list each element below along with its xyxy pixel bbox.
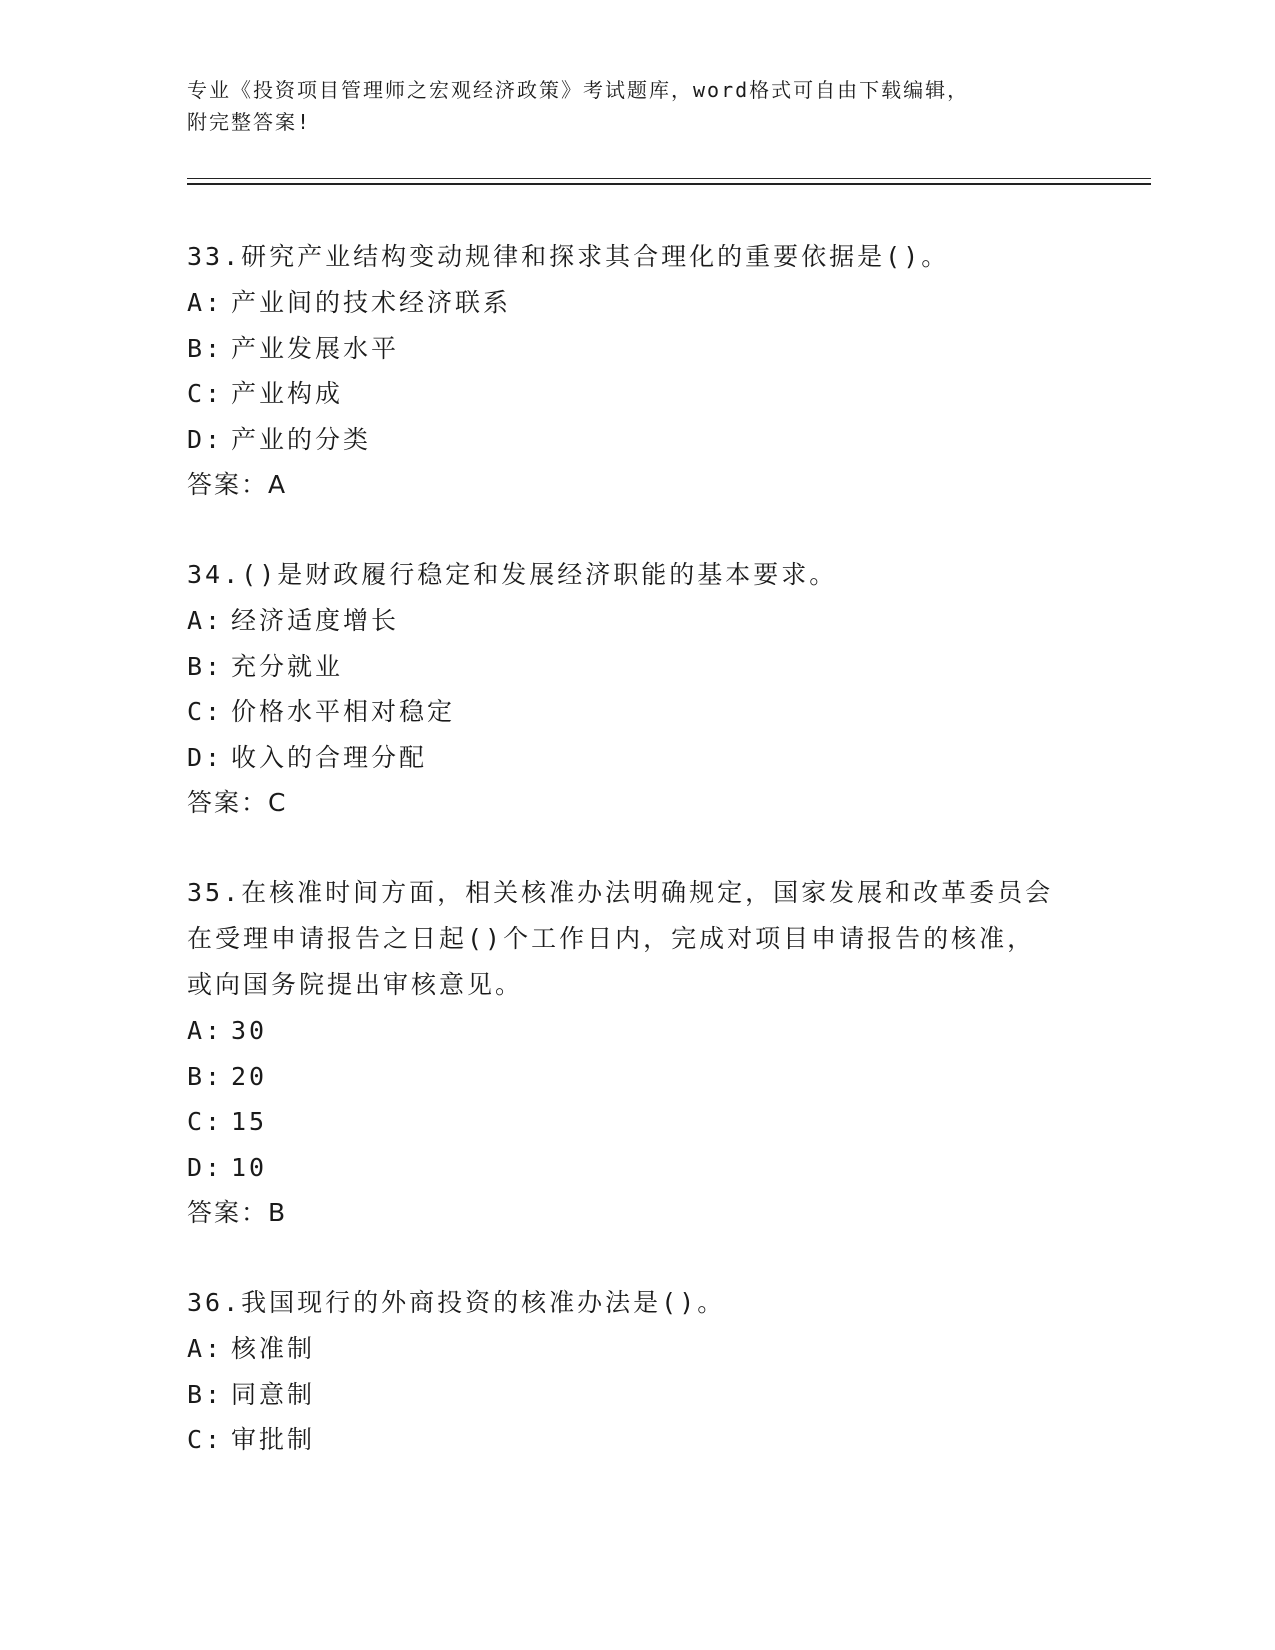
option-label: A:: [187, 606, 224, 635]
option-a: [187, 1326, 1087, 1372]
option-a: [187, 280, 1087, 326]
question-33: [187, 234, 1087, 508]
option-d: [187, 1145, 1087, 1191]
option-text: 产业间的技术经济联系: [231, 288, 512, 317]
answer-line: 答案：C: [187, 788, 288, 817]
question-stem-line-1: 35.在核准时间方面，相关核准办法明确规定，国家发展和改革委员会: [187, 878, 1054, 907]
option-b: [187, 644, 1087, 690]
option-label: B:: [187, 1061, 224, 1091]
option-b: [187, 326, 1087, 372]
option-text: 产业的分类: [231, 424, 372, 454]
option-c: [187, 371, 1087, 417]
option-b: [187, 1054, 1087, 1100]
option-text: 15: [231, 1107, 268, 1136]
header-line-1: 专业《投资项目管理师之宏观经济政策》考试题库，word格式可自由下载编辑，: [187, 78, 970, 102]
question-stem-line-2: 在受理申请报告之日起()个工作日内，完成对项目申请报告的核准，: [187, 924, 1036, 953]
option-text: 审批制: [231, 1425, 316, 1454]
option-text: 10: [231, 1152, 268, 1182]
option-text: 收入的合理分配: [231, 742, 428, 772]
question-stem: 34.()是财政履行稳定和发展经济职能的基本要求。: [187, 560, 838, 589]
option-text: 产业发展水平: [231, 333, 400, 363]
option-a: [187, 1008, 1087, 1054]
option-c: [187, 689, 1087, 735]
question-stem: 36.我国现行的外商投资的核准办法是()。: [187, 1288, 726, 1317]
option-text: 30: [231, 1016, 268, 1045]
option-text: 经济适度增长: [231, 606, 400, 635]
option-label: A:: [187, 1016, 224, 1045]
option-text: 20: [231, 1061, 268, 1091]
option-label: C:: [187, 1107, 224, 1136]
option-label: B:: [187, 333, 224, 363]
question-stem-line-3: 或向国务院提出审核意见。: [187, 970, 524, 999]
question-36: [187, 1280, 1087, 1463]
header-divider-thick: [187, 183, 1151, 185]
option-label: A:: [187, 288, 224, 317]
option-a: [187, 598, 1087, 644]
option-text: 产业构成: [231, 379, 344, 408]
question-stem: 33.研究产业结构变动规律和探求其合理化的重要依据是()。: [187, 242, 950, 271]
header-divider-thin: [187, 178, 1151, 179]
option-label: C:: [187, 697, 224, 726]
option-b: [187, 1372, 1087, 1418]
option-label: D:: [187, 742, 224, 772]
option-d: [187, 735, 1087, 781]
option-label: D:: [187, 424, 224, 454]
question-35: [187, 870, 1087, 1236]
question-34: [187, 552, 1087, 826]
header-line-2: 附完整答案!: [187, 110, 312, 134]
option-text: 价格水平相对稳定: [231, 697, 456, 726]
option-label: D:: [187, 1152, 224, 1182]
option-text: 同意制: [231, 1379, 316, 1409]
answer-line: 答案：B: [187, 1198, 288, 1227]
option-label: C:: [187, 1425, 224, 1454]
answer-line: 答案：A: [187, 470, 288, 499]
option-text: 核准制: [231, 1334, 316, 1363]
option-label: C:: [187, 379, 224, 408]
option-text: 充分就业: [231, 651, 344, 681]
document-header: [187, 74, 1087, 138]
option-d: [187, 417, 1087, 463]
option-c: [187, 1099, 1087, 1145]
option-label: B:: [187, 651, 224, 681]
option-label: A:: [187, 1334, 224, 1363]
option-c: [187, 1417, 1087, 1463]
option-label: B:: [187, 1379, 224, 1409]
